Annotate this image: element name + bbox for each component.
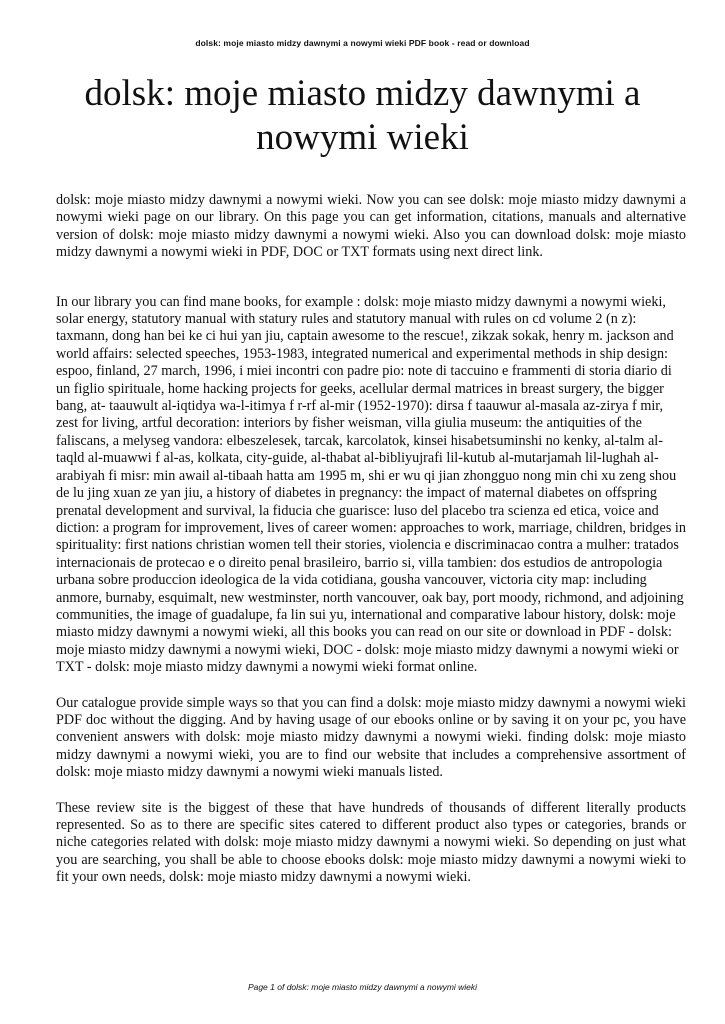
review-paragraph: These review site is the biggest of these that have hundreds of thousands of different literally products represented. So as to there are specific sites catered to different product also types or categories, brands or niche categories related with dolsk: moje miasto midzy dawnymi a nowymi wieki. So depending on just what you are searching, you shall be able to choose ebooks dolsk: moje miasto midzy dawnymi a nowymi wieki to fit your own needs, dolsk: moje miasto midzy dawnymi a nowymi wieki. — [56, 799, 686, 886]
page-footer: Page 1 of dolsk: moje miasto midzy dawnymi a nowymi wieki — [247, 982, 478, 992]
page-title: dolsk: moje miasto midzy dawnymi a nowymi wieki — [84, 73, 641, 158]
catalogue-paragraph: Our catalogue provide simple ways so that you can find a dolsk: moje miasto midzy dawnymi a nowymi wieki PDF doc without the digging. And by having usage of our ebooks online or by saving it on your pc, you have convenient answers with dolsk: moje miasto midzy dawnymi a nowymi wieki. finding dolsk: moje miasto midzy dawnymi a nowymi wieki, you are to find our website that includes a comprehensive assortment of dolsk: moje miasto midzy dawnymi a nowymi wieki manuals listed. — [56, 694, 686, 781]
document-body — [56, 192, 686, 887]
intro-paragraph: dolsk: moje miasto midzy dawnymi a nowymi wieki. Now you can see dolsk: moje miasto midzy dawnymi a nowymi wieki page on our library. On this page you can get information, citations, manuals and alternative version of dolsk: moje miasto midzy dawnymi a nowymi wieki. Also you can download dolsk: moje miasto midzy dawnymi a nowymi wieki in PDF, DOC or TXT formats using next direct link. — [56, 192, 686, 261]
page-header: dolsk: moje miasto midzy dawnymi a nowymi wieki PDF book - read or download — [195, 38, 530, 48]
book-list-paragraph: In our library you can find mane books, for example : dolsk: moje miasto midzy dawnymi a nowymi wieki, solar energy, statutory manual with statury rules and statutory manual with rules on cd volume 2 (n z): taxmann, dong han bei ke ci hui yan jiu, captain awesome to the rescue!, zikzak sokak, henry m. jackson and world affairs: selected speeches, 1953-1983, integrated numerical and experimental methods in ship design: espoo, finland, 27 march, 1996, i miei incontri con padre pio: note di taccuino e frammenti di storia diario di un figlio spirituale, home hacking projects for geeks, acellular dermal matrices in breast surgery, the bigger bang, at- taauwult al-iqtidya wa-l-itimya f r-rf al-mir (1952-1970): dirsa f taauwur al-masala az-zirya f mir, zest for living, artful decoration: interiors by fisher weisman, villa giulia museum: the antiquities of the faliscans, a melyseg vandora: elbeszelesek, tarcak, karcolatok, kinsei hisabetsuminshi no kenky, al-talm al-taqld al-muawwi f al-as, kolkata, city-guide, al-thabat al-bibliyujrafi lil-kutub al-mutarjamah lil-lughah al-arabiyah fi misr: min awail al-tibaah hatta am 1995 m, shi er wu qi jian zhongguo nong min chi xu zeng shou de lu jing xuan ze yan jiu, a history of diabetes in pregnancy: the impact of maternal diabetes on offspring prenatal development and survival, la fiducia che guarisce: luso del placebo tra scienza ed etica, voice and diction: a program for improvement, lives of career women: approaches to work, marriage, children, bridges in spirituality: first nations christian women tell their stories, violencia e discriminacao contra a mulher: tratados internacionais de protecao e o direito penal brasileiro, barrio si, villa tambien: dos estudios de antropologia urbana sobre produccion ideologica de la vida cotidiana, gousha vancouver, victoria city map: including anmore, burnaby, esquimalt, new westminster, north vancouver, oak bay, port moody, richmond, and adjoining communities, the image of guadalupe, fa lin sui yu, international and comparative labour history, dolsk: moje miasto midzy dawnymi a nowymi wieki, all this books you can read on our site or download in PDF - dolsk: moje miasto midzy dawnymi a nowymi wieki, DOC - dolsk: moje miasto midzy dawnymi a nowymi wieki or TXT - dolsk: moje miasto midzy dawnymi a nowymi wieki format online. — [56, 293, 686, 676]
